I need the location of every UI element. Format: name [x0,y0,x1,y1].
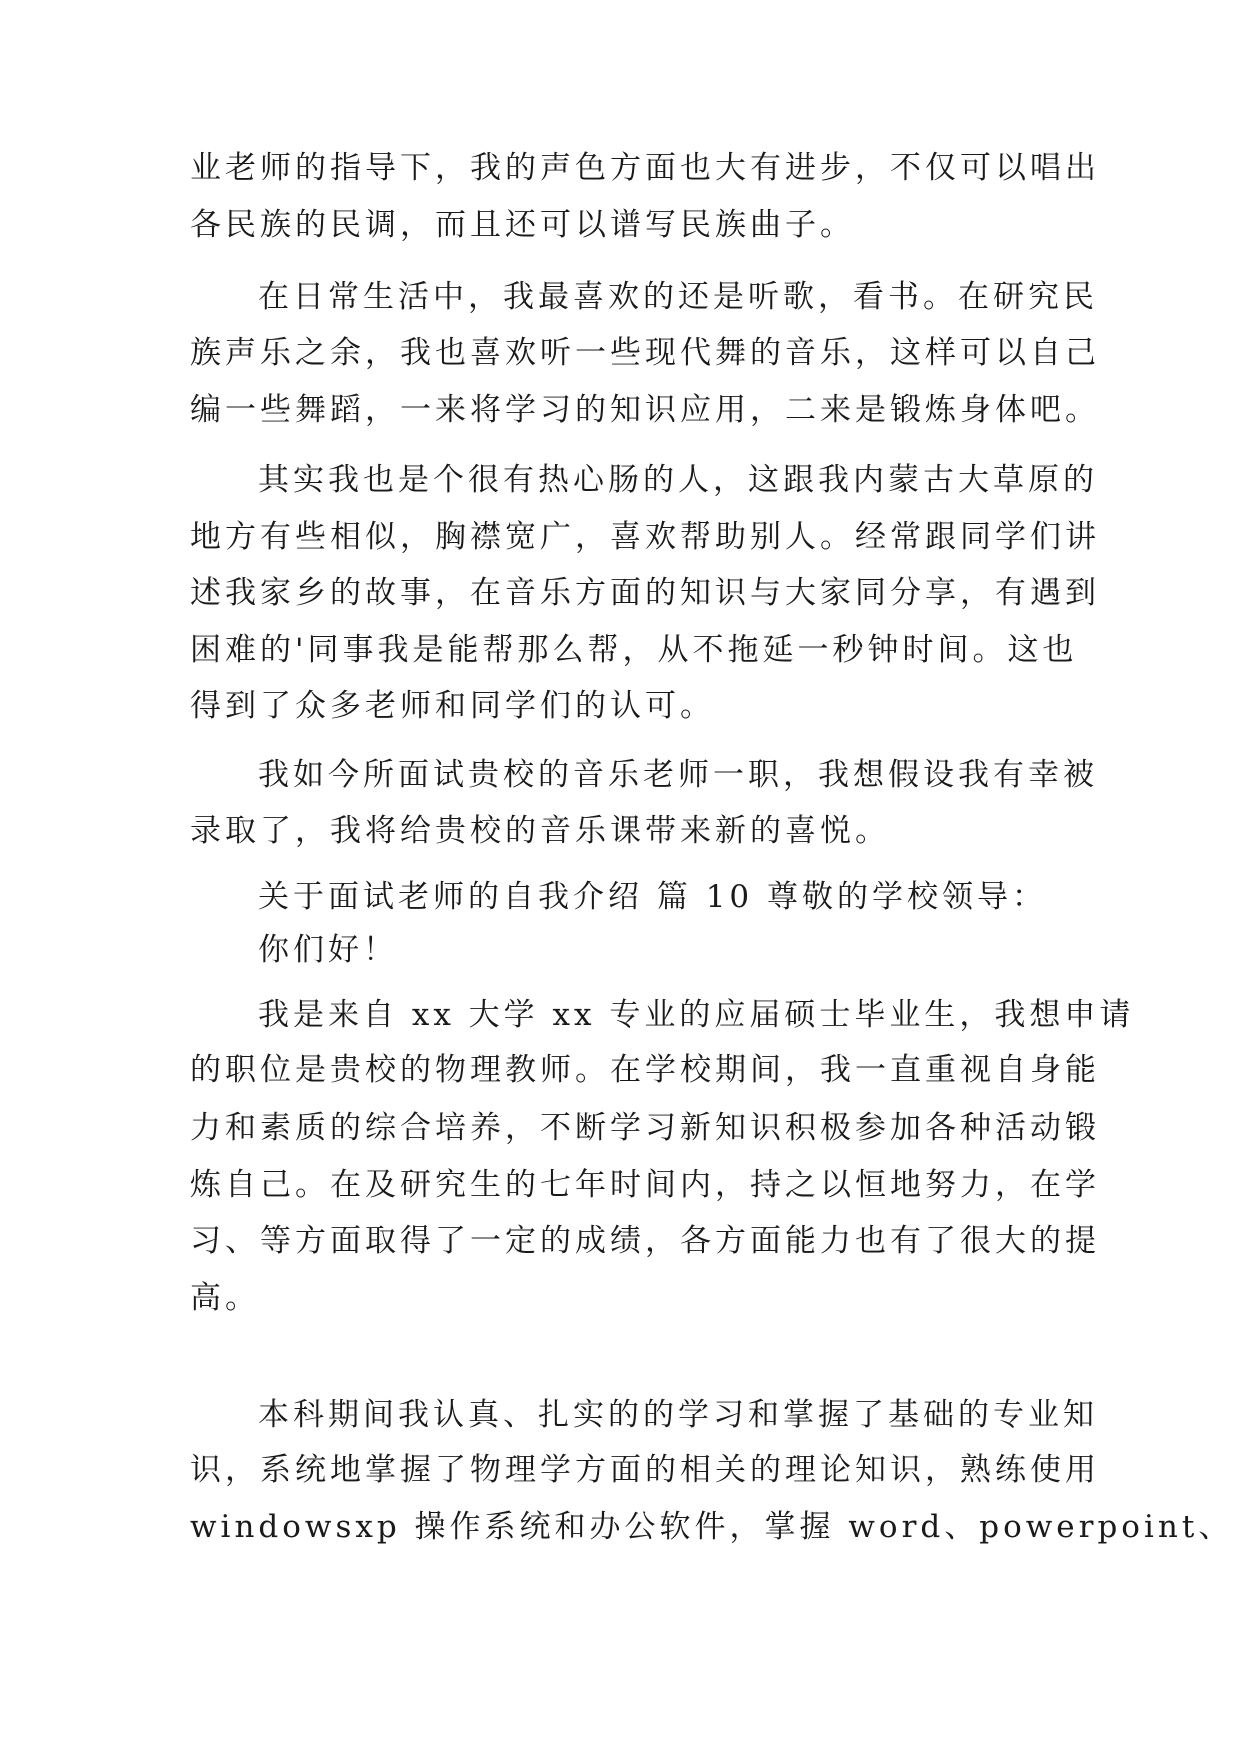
text-line: 编一些舞蹈，一来将学习的知识应用，二来是锻炼身体吧。 [190,392,1100,428]
text-line: 力和素质的综合培养，不断学习新知识积极参加各种活动锻 [190,1110,1100,1146]
section-heading: 关于面试老师的自我介绍 篇 10 尊敬的学校领导： [258,879,1048,915]
text-line: 在日常生活中，我最喜欢的还是听歌，看书。在研究民 [258,279,1098,315]
text-line: windowsxp 操作系统和办公软件，掌握 word、powerpoint、 [190,1509,1234,1545]
text-line: 识，系统地掌握了物理学方面的相关的理论知识，熟练使用 [190,1452,1100,1488]
text-line: 族声乐之余，我也喜欢听一些现代舞的音乐，这样可以自己 [190,335,1100,371]
text-line: 本科期间我认真、扎实的的学习和掌握了基础的专业知 [258,1397,1098,1433]
text-line: 的职位是贵校的物理教师。在学校期间，我一直重视自身能 [190,1052,1100,1088]
text-line: 地方有些相似，胸襟宽广，喜欢帮助别人。经常跟同学们讲 [190,519,1100,555]
text-line: 高。 [190,1280,260,1316]
text-line: 炼自己。在及研究生的七年时间内，持之以恒地努力，在学 [190,1167,1100,1203]
text-line: 述我家乡的故事，在音乐方面的知识与大家同分享，有遇到 [190,575,1100,611]
text-line: 困难的'同事我是能帮那么帮，从不拖延一秒钟时间。这也 [190,632,1078,668]
text-line: 我是来自 xx 大学 xx 专业的应届硕士毕业生，我想申请 [258,997,1135,1033]
text-line: 业老师的指导下，我的声色方面也大有进步，不仅可以唱出 [190,150,1100,186]
text-line: 其实我也是个很有热心肠的人，这跟我内蒙古大草原的 [258,462,1098,498]
salutation: 你们好！ [258,932,398,968]
text-line: 我如今所面试贵校的音乐老师一职，我想假设我有幸被 [258,757,1098,793]
text-line: 得到了众多老师和同学们的认可。 [190,688,715,724]
text-line: 习、等方面取得了一定的成绩，各方面能力也有了很大的提 [190,1223,1100,1259]
text-line: 录取了，我将给贵校的音乐课带来新的喜悦。 [190,813,890,849]
text-line: 各民族的民调，而且还可以谱写民族曲子。 [190,207,855,243]
